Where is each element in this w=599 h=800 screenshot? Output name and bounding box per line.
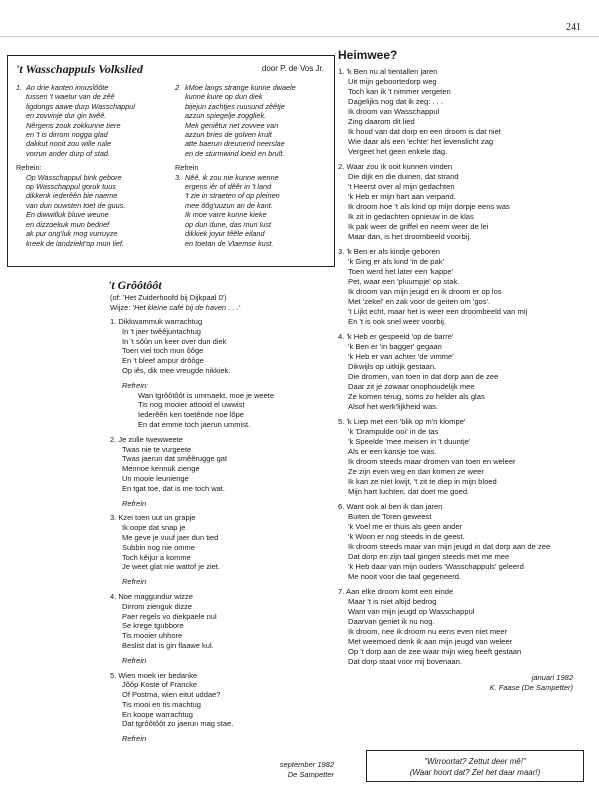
- refrain-line: dikkenk iederêên bie naeme: [26, 191, 118, 201]
- stanza-line: Dat dorp en zijn taal gingen steeds met me mee: [348, 552, 510, 561]
- volkslied-author: door P. de Vos Jr.: [261, 64, 324, 73]
- stanza-line: En koope warrachtug: [122, 709, 193, 719]
- stanza-line: Tis mooier uhhore: [122, 631, 183, 641]
- stanza-line: 'k Heb er mijn hart aan verpand.: [348, 192, 456, 201]
- heimwee-stanza: [338, 67, 593, 157]
- refrain-label-2: Refrein: [175, 163, 199, 173]
- stanza-line: In 't jaer twêêjuntachtug: [122, 326, 201, 336]
- stanza-line: In 't sôûn un keer over dun diek: [122, 336, 227, 346]
- volkslied-left-column: [16, 83, 167, 248]
- stanza-line: Ik droom van Wasschappul: [348, 107, 440, 116]
- stanza-line: 't Lijkt echt, maar het is weer een droombeeld van mij: [348, 307, 528, 316]
- verse-line: dikkiek joyur têêle eiland: [185, 229, 265, 239]
- grootoot-refrain: Refrein: [122, 734, 147, 744]
- stanza-line: 2. Je zulle twewweete: [110, 434, 183, 444]
- stanza-line: Ik droom steeds maar dromen van toen en weleer: [348, 457, 516, 466]
- verse-line: ergens iêr of dêêr in 't land: [185, 182, 272, 192]
- stanza-line: 1. 'k Ben nu al tientallen jaren: [338, 67, 438, 76]
- heimwee-date: januari 1982 K. Faase (De Sampetter): [489, 673, 573, 692]
- stanza-line: Met weemoed denk ik aan mijn jeugd van weleer: [348, 637, 513, 646]
- refrain-line: en dizzoekuk mun bedrief: [26, 219, 110, 229]
- stanza-line: Met 'zekel' en zak voor de geiten om 'gos'.: [348, 297, 491, 306]
- stanza-line: Ik droom hoe 't als kind op mijn dorpje eens was: [348, 202, 510, 211]
- refrain-line: En dat emme toch jaerun ummist.: [138, 419, 251, 429]
- grootoot-tune: Wijze: 'Het kleine café bij de haven . . .': [110, 302, 241, 312]
- volkslied-verse-3: 3. Nêê, ik zou nie kunne wenne ergens iêr of dêêr in 't land 't zie in straeten of op pleinen mee ôôg'uuzun an de kant. Ik moe varre kunne kieke op dun dune, das mun lust dikkiek joyur têêle eiland en toetan de Vlaemse kust.: [175, 173, 326, 248]
- stanza-line: Vergeet het geen enkele dag.: [348, 147, 448, 156]
- header-rule: [0, 36, 599, 37]
- stanza-line: En tgat toe, dat is me toch wat.: [122, 483, 225, 493]
- volkslied-refrain: [16, 173, 167, 248]
- stanza-line: Dagelijks nog dat ik zeg: . . .: [348, 97, 443, 106]
- stanza-line: Mijn hart luchten, dat doet me goed.: [348, 487, 470, 496]
- stanza-line: 1. Dikkwammuk warrachtug: [110, 317, 203, 326]
- verse-line: en de sturmwind loeid en brult.: [185, 148, 285, 158]
- stanza-line: Buiten de Toren geweest: [348, 512, 432, 521]
- stanza-line: 'k Woon er nog steeds in de geest.: [348, 532, 465, 541]
- refrain-line: Tis nog mooier attooid el uwwist: [138, 400, 245, 410]
- stanza-line: Me nooit voor die taal gegeneerd.: [348, 572, 462, 581]
- stanza-line: Ik droom van mijn jeugd en ik droom er op los: [348, 287, 502, 296]
- heimwee-stanza: [338, 417, 593, 497]
- stanza-line: Twas nie te vurgeete: [122, 444, 192, 454]
- heimwee-stanza: [338, 502, 593, 582]
- stanza-line: Ze zijn even weg en dan komen ze weer: [348, 467, 484, 476]
- stanza-line: 5. 'k Liep met een 'blik op m'n klompe': [338, 417, 466, 426]
- stanza-line: Paer regels vo diekpaele nul: [122, 611, 217, 621]
- refrain-label: Refrein:: [16, 163, 42, 173]
- refrain-line: Wan tgrôôtôôt is ummaekt, moe je weete: [138, 390, 275, 400]
- verse-line: op dun dune, das mun lust: [185, 219, 272, 229]
- verse-line: bijejun zachtjes ruusund zêêtje: [185, 101, 285, 111]
- verse-line: 't zie in straeten of op pleinen: [185, 191, 280, 201]
- stanza-line: Twas jaerun dat smêêrugge gat: [122, 454, 228, 464]
- verse-line: An drie kanten innuslôôte: [26, 83, 109, 92]
- stanza-line: 'k Speelde 'mee meisen in 't duuntje': [348, 437, 471, 446]
- stanza-line: 'k Heb er van achter 'de vimme': [348, 352, 454, 361]
- grootoot-stanza: [110, 513, 340, 572]
- verse-line: vorrun ander durp of stad.: [26, 148, 110, 158]
- stanza-line: Dat dorp staat voor mij bovenaan.: [348, 657, 462, 666]
- stanza-line: Ik houd van dat dorp en een droom is dat niet: [348, 127, 501, 136]
- stanza-line: 2. Waar zou ik ooit kunnen vinden: [338, 162, 453, 171]
- refrain-line: Iederêên ken toetênde noe lôpe: [138, 410, 244, 420]
- grootoot-refrain: Refrein: [122, 655, 147, 665]
- stanza-line: 7. Aan elke droom komt een einde: [338, 587, 454, 596]
- grootoot-song: [110, 278, 340, 744]
- stanza-line: Je weet glat nie wattof je ziet.: [122, 562, 220, 572]
- stanza-line: 4. 'k Heb er gespeeld 'op de barre': [338, 332, 454, 341]
- verse-line: en toetan de Vlaemse kust.: [185, 238, 274, 248]
- stanza-line: Alsof het werk'lijkheid was.: [348, 402, 439, 411]
- quote-box: [366, 750, 584, 782]
- page-number: 241: [566, 22, 581, 33]
- verse-line: mee ôôg'uuzun an de kant.: [185, 200, 273, 210]
- stanza-line: Jôôp Koste of Francke: [122, 680, 198, 690]
- grootoot-stanza: [110, 592, 340, 651]
- verse-line: dakkut nooit zou wille ruile: [26, 139, 112, 149]
- verse-line: Mek geniêtur net zovvee van: [185, 120, 279, 130]
- grootoot-refrain: Refrein: Wan tgrôôtôôt is ummaekt, moe je weete Tis nog mooier attooid el uwwist Iederêên ken toetênde noe lôpe En dat emme toch jaerun ummist.: [110, 381, 340, 430]
- heimwee-stanza: [338, 247, 593, 327]
- stanza-line: Als er een kansje toe was.: [348, 447, 437, 456]
- stanza-line: Wie daar als een 'echte' het levenslicht zag: [348, 137, 494, 146]
- volkslied-verse-2: 2. kMoe langs strange kunne dwaele kunne kuire op dun diek bijejun zachtjes ruusund zêêtje azzun spiegelje zoggliek. Mek geniêtur net zovvee van azzun bries de golven krult atte baerun dreunend neerslae en de sturmwind loeid en brult.: [175, 83, 326, 158]
- stanza-line: Ik droom, nee ik droom nu eens even niet meer: [348, 627, 508, 636]
- verse-line: kMoe langs strange kunne dwaele: [185, 83, 296, 92]
- verse-line: Ik moe varre kunne kieke: [185, 210, 267, 220]
- stanza-line: 4. Noe maggundur wizze: [110, 591, 193, 601]
- stanza-line: 6. Want ook al ben ik dan jaren: [338, 502, 443, 511]
- stanza-line: Daar zit je zowaar onophoudelijk mee: [348, 382, 475, 391]
- verse-line: en 't is dirrom nogga glad: [26, 130, 108, 140]
- refrain-line: Op Wasschappul bink gebore: [26, 172, 122, 182]
- stanza-line: Ik zit in gedachten opnieuw in de klas: [348, 212, 474, 221]
- stanza-line: 3. 'k Ben er als kindje geboren: [338, 247, 440, 256]
- stanza-line: Toen viel toch mun ôôge: [122, 346, 204, 356]
- grootoot-refrain: Refrein: [122, 577, 147, 587]
- refrain-line: En diwwilluk bluve weune: [26, 210, 109, 220]
- stanza-line: Dat tgrôôtôôt zo jaerun mag stae.: [122, 719, 234, 729]
- stanza-line: Die dromen, van toen in dat dorp aan de zee: [348, 372, 499, 381]
- refrain-line: op Wasschappul goruk tuus: [26, 182, 116, 192]
- stanza-line: Me geve je vuuf jaer dun tied: [122, 532, 219, 542]
- stanza-line: Daarvan geniet ik nu nog.: [348, 617, 435, 626]
- stanza-line: Un mooie leunienge: [122, 473, 189, 483]
- grootoot-date: september 1982 De Sampetter: [279, 760, 334, 779]
- stanza-line: En 't bleef ampur drôôge: [122, 356, 204, 366]
- stanza-line: Op 't dorp aan de zee waar mijn wieg heeft gestaan: [348, 647, 522, 656]
- verse-line: azzun spiegelje zoggliek.: [185, 111, 267, 121]
- volkslied-box: [7, 55, 335, 267]
- stanza-line: Dirrom zienguk dizze: [122, 601, 193, 611]
- verse-line: azzun bries de golven krult: [185, 130, 272, 140]
- stanza-line: 5. Wien moek ier bedanke: [110, 670, 198, 680]
- stanza-line: Toen werd het later een 'kappe': [348, 267, 454, 276]
- volkslied-verse-1: 1. An drie kanten innuslôôte tussen 't waetur van de zêê ligdongs aawe durp Wasschappul en zovvinje dur gin twêê. Nêrgens zouk zokkunne tiere en 't is dirrom nogga glad dakkut nooit zou wille ruile vorrun ander durp of stad.: [16, 83, 167, 158]
- stanza-line: 3. Kzei toen uut un grapje: [110, 513, 196, 523]
- verse-line: atte baerun dreunend neerslae: [185, 139, 285, 149]
- stanza-line: 't Heerst over al mijn gedachten: [348, 182, 455, 191]
- stanza-line: Uit mijn geboortedorp weg: [348, 77, 437, 86]
- stanza-line: En 't is ook snel weer voorbij.: [348, 317, 447, 326]
- verse-line: kunne kuire op dun diek: [185, 92, 263, 102]
- heimwee-title: Heimwee?: [338, 48, 398, 62]
- grootoot-refrain: Refrein: [122, 498, 147, 508]
- stanza-line: 'k Ging er als kind 'in de pak': [348, 257, 444, 266]
- stanza-line: Ik oope dat snap je: [122, 523, 186, 533]
- refrain-line: van dun ouwsten toet de guus.: [26, 200, 126, 210]
- grootoot-stanza: [110, 435, 340, 494]
- quote-line-1: "Wirroortat? Zettut deer mê!": [424, 757, 526, 766]
- stanza-line: Subbin nog nie omme: [122, 542, 195, 552]
- stanza-line: Ik kan ze niet kwijt, 't zit te diep in mijn bloed: [348, 477, 497, 486]
- refrain-line: kreek de landziekt'op mun lief.: [26, 238, 124, 248]
- volkslied-right-column: [175, 83, 326, 248]
- stanza-line: Zing daarom dit lied: [348, 117, 415, 126]
- stanza-line: Op iês, dik mee vreugde nikkiek.: [122, 365, 231, 375]
- heimwee-stanza: [338, 162, 593, 242]
- verse-line: tussen 't waetur van de zêê: [26, 92, 115, 102]
- refrain-line: ak pur ong'luk mog vurruyze: [26, 229, 118, 239]
- stanza-line: Ik droom steeds maar van mijn jeugd in dat dorp aan de zee: [348, 542, 551, 551]
- verse-line: ligdongs aawe durp Wasschappul: [26, 101, 135, 111]
- stanza-line: 'k Voel me er thuis als geen ander: [348, 522, 463, 531]
- verse-line: Nêrgens zouk zokkunne tiere: [26, 120, 121, 130]
- stanza-line: Want van mijn jeugd op Wasschappul: [348, 607, 475, 616]
- grootoot-alt-title: (of: 'Het Zuiderhoofd bij Dijkpaal 0'): [110, 293, 227, 302]
- heimwee-poem: [338, 48, 593, 693]
- stanza-line: Toch kêijur a komme: [122, 552, 191, 562]
- stanza-line: Se krege tgubbore: [122, 621, 184, 631]
- stanza-line: Pet, waar een 'pluumpje' op stak.: [348, 277, 460, 286]
- volkslied-title: 't Wasschappuls Volkslied: [16, 62, 143, 76]
- stanza-line: Ze komen terug, soms zo helder als glas: [348, 392, 485, 401]
- stanza-line: Ik pak weer de griffel en neem weer de lei: [348, 222, 489, 231]
- stanza-line: Dikwijls op uitkijk gestaan.: [348, 362, 437, 371]
- grootoot-stanza: [110, 671, 340, 730]
- stanza-line: Tis mooi en tis machtug: [122, 699, 201, 709]
- stanza-line: Of Postma, wien eitut uddae?: [122, 690, 221, 700]
- stanza-line: Die dijk en die duinen, dat strand: [348, 172, 459, 181]
- stanza-line: 'k Ben er 'in bagger' gegaan: [348, 342, 442, 351]
- stanza-line: Toch kan ik 't nimmer vergeten: [348, 87, 451, 96]
- stanza-line: Maar 't is niet altijd bedrog: [348, 597, 437, 606]
- heimwee-stanza: [338, 332, 593, 412]
- verse-line: Nêê, ik zou nie kunne wenne: [185, 172, 279, 182]
- verse-line: en zovvinje dur gin twêê.: [26, 111, 107, 121]
- grootoot-stanza: [110, 317, 340, 376]
- stanza-line: 'k Heb daar van mijn ouders 'Wasschappuls' geleerd: [348, 562, 524, 571]
- heimwee-stanza: [338, 587, 593, 667]
- grootoot-title: 't Grôôtôôt: [108, 278, 162, 292]
- stanza-line: Maar dan, is het droombeeld voorbij.: [348, 232, 472, 241]
- stanza-line: Mennoe kennuk ziengе: [122, 464, 200, 474]
- stanza-line: Beslist dat is gin flaawe kul.: [122, 640, 214, 650]
- quote-line-2: (Waar hoort dat? Zet het daar maar!): [409, 768, 541, 777]
- stanza-line: 'k 'Drampulde ooi' in de tas: [348, 427, 439, 436]
